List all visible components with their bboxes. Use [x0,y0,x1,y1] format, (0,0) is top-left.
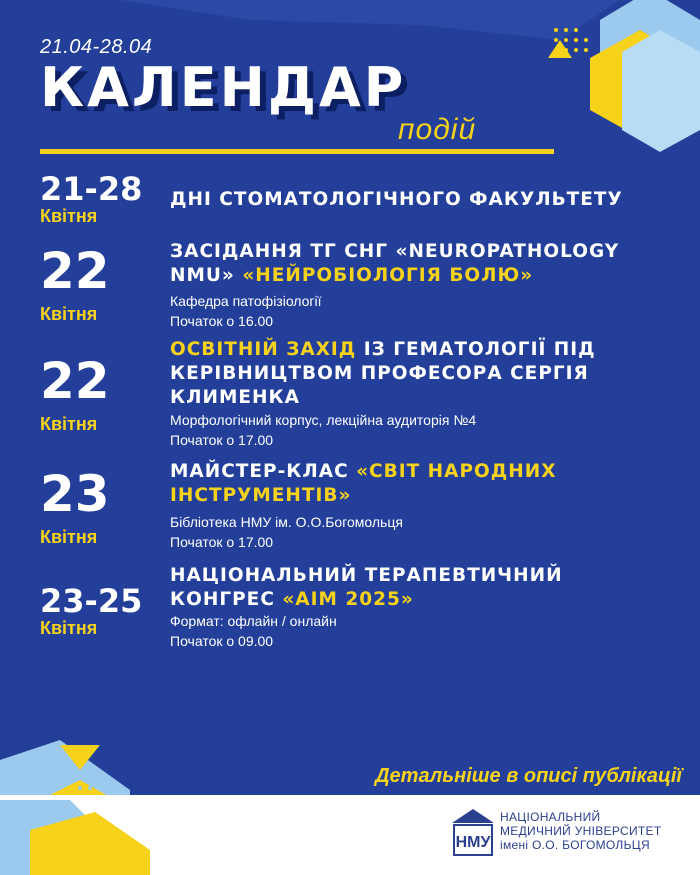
event-title-highlight: «СВІТ НАРОДНИХ ІНСТРУМЕНТІВ» [170,461,557,506]
page-title: КАЛЕНДАР [40,56,407,119]
event-title [170,460,670,508]
event-date: 21-28 [40,170,143,208]
event-title-highlight: «AIM 2025» [282,589,414,610]
event-title [170,188,670,212]
hexagon-top-right-light [622,30,700,152]
university-name [500,810,661,852]
event-time: Початок о 17.00 [170,432,274,448]
event-date: 22 [40,242,110,300]
event-time: Початок о 09.00 [170,633,274,649]
event-title-highlight: ОСВІТНІЙ ЗАХІД [170,339,357,360]
event-title [170,564,670,612]
university-name-line: імені О.О. БОГОМОЛЬЦЯ [500,838,650,852]
logo-letters: НМУ [455,834,491,851]
event-title-part: НАЦІОНАЛЬНИЙ ТЕРАПЕВТИЧНИЙ КОНГРЕС [170,565,563,610]
event-location: Морфологічний корпус, лекційна аудиторія №4 [170,412,477,428]
university-name-line: МЕДИЧНИЙ УНІВЕРСИТЕТ [500,824,662,838]
event-title-part: ІЗ ГЕМАТОЛОГІЇ ПІД КЕРІВНИЦТВОМ ПРОФЕСОРА СЕРГІЯ КЛИМЕНКА [170,339,596,408]
event-date: 22 [40,352,110,410]
event-title [170,240,670,288]
date-range: 21.04-28.04 [40,36,153,58]
title-underline [40,149,554,154]
more-info-link[interactable]: Детальніше в описі публікації [375,765,682,787]
event-month: Квітня [40,304,98,324]
event-title-part: ДНІ СТОМАТОЛОГІЧНОГО ФАКУЛЬТЕТУ [170,189,623,210]
university-logo-icon [450,807,496,857]
event-location: Бібліотека НМУ ім. О.О.Богомольця [170,514,403,530]
event-time: Початок о 17.00 [170,534,274,550]
event-month: Квітня [40,618,98,638]
event-title-part: МАЙСТЕР-КЛАС [170,461,357,482]
university-name-line: НАЦІОНАЛЬНИЙ [500,810,601,824]
event-title [170,338,670,410]
event-title-part: ЗАСІДАННЯ ТГ СНГ «NEUROPATHOLOGY NMU» [170,241,620,286]
event-time: Початок о 16.00 [170,313,274,329]
event-title-highlight: «НЕЙРОБІОЛОГІЯ БОЛЮ» [242,265,534,286]
event-month: Квітня [40,414,98,434]
event-date: 23 [40,465,110,523]
top-light-band [120,0,620,40]
event-date: 23-25 [40,582,143,620]
event-month: Квітня [40,527,98,547]
page-subtitle: подій [398,113,477,146]
event-location: Формат: офлайн / онлайн [170,613,337,629]
event-month: Квітня [40,206,98,226]
triangle-yellow-top [548,40,572,58]
event-location: Кафедра патофізіології [170,293,322,309]
